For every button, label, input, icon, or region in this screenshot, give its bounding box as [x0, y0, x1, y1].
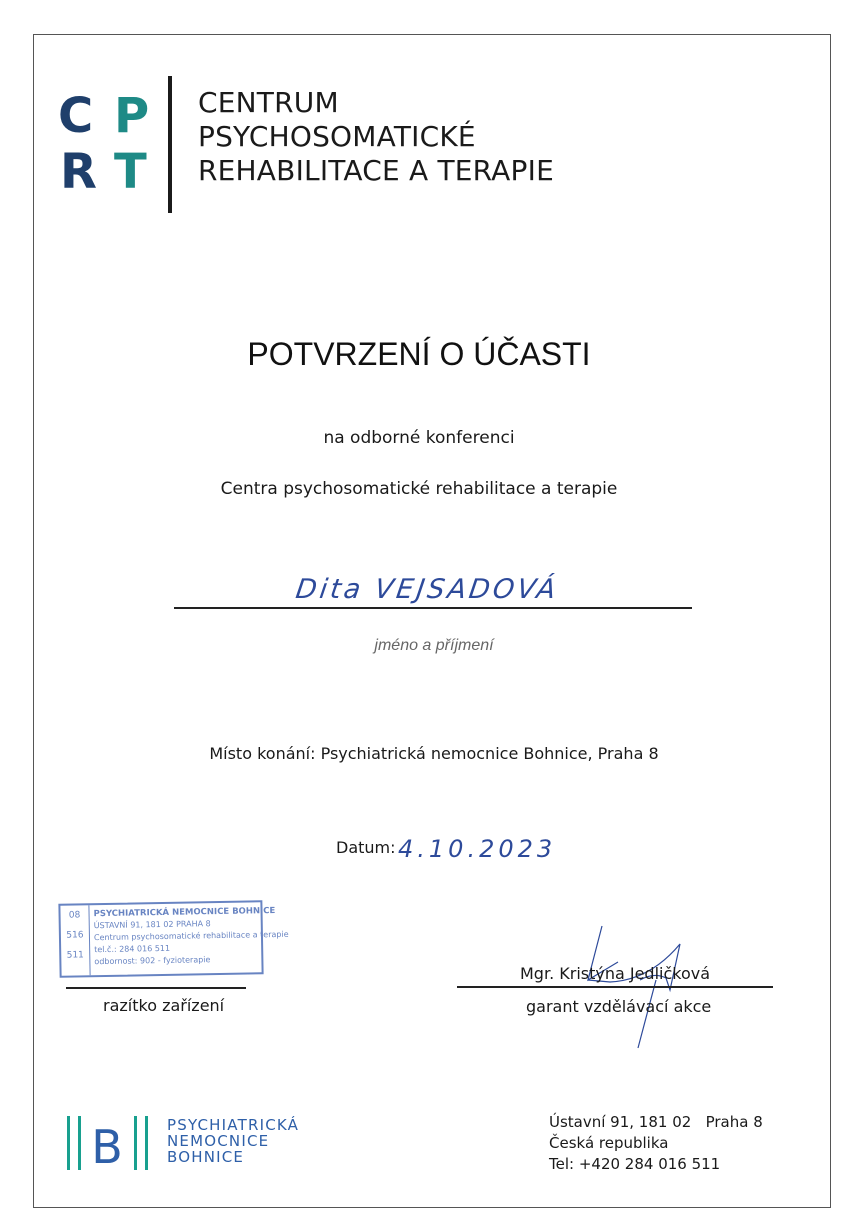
stamp-caption: razítko zařízení: [103, 996, 225, 1015]
stamp-line: odbornost: 902 - fyzioterapie: [94, 955, 211, 967]
organization-name: [198, 86, 554, 188]
hospital-name-line: BOHNICE: [167, 1148, 245, 1166]
cprt-logo: [58, 88, 158, 202]
participant-name-line: [174, 607, 692, 609]
stamp-line: tel.č.: 284 016 511: [94, 943, 171, 955]
signer-name: Mgr. Kristýna Jedličková: [520, 964, 711, 983]
organization-name-line: PSYCHOSOMATICKÉ: [198, 120, 476, 153]
stamp-line: Centrum psychosomatické rehabilitace a terapie: [93, 929, 289, 943]
participant-name-handwritten: Dita VEJSADOVÁ: [293, 574, 561, 605]
hospital-address: [549, 1112, 763, 1175]
conference-name: Centra psychosomatické rehabilitace a terapie: [220, 479, 618, 499]
stamp-number: 08: [68, 910, 81, 921]
logo-letter-r: R: [60, 144, 97, 200]
stamp-number: 516: [66, 930, 84, 941]
event-location: Místo konání: Psychiatrická nemocnice Bohnice, Praha 8: [209, 744, 659, 763]
signer-caption: garant vzdělávací akce: [526, 997, 712, 1016]
address-line: Ústavní 91, 181 02 Praha 8: [549, 1113, 763, 1131]
participant-name-caption: jméno a příjmení: [374, 637, 494, 654]
date-label: Datum:: [336, 838, 396, 857]
hospital-name-line: NEMOCNICE: [167, 1132, 270, 1150]
institution-stamp: [58, 900, 289, 978]
document-border: [33, 34, 831, 1208]
logo-letter-t: T: [114, 144, 147, 200]
stamp-numbers: [60, 905, 90, 975]
signer-signature-line: [457, 986, 773, 988]
logo-letter-c: C: [58, 88, 94, 144]
bohnice-logo: [64, 1112, 160, 1174]
organization-name-line: REHABILITACE A TERAPIE: [198, 154, 554, 187]
document-title: POTVRZENÍ O ÚČASTI: [247, 336, 591, 372]
stamp-signature-line: [66, 987, 246, 989]
stamp-line: PSYCHIATRICKÁ NEMOCNICE BOHNICE: [93, 906, 276, 920]
address-line: Tel: +420 284 016 511: [549, 1155, 721, 1173]
hospital-name-line: PSYCHIATRICKÁ: [167, 1116, 300, 1134]
bohnice-logo-letter: B: [91, 1120, 123, 1174]
stamp-line: ÚSTAVNÍ 91, 181 02 PRAHA 8: [93, 919, 211, 931]
handwritten-signature: [570, 920, 700, 1050]
organization-name-line: CENTRUM: [198, 86, 339, 119]
conference-intro: na odborné konferenci: [323, 428, 515, 448]
date-handwritten: 4.10.2023: [398, 835, 557, 863]
address-line: Česká republika: [549, 1134, 669, 1152]
logo-letter-p: P: [114, 88, 150, 144]
stamp-number: 511: [66, 950, 84, 961]
hospital-name: [167, 1117, 299, 1165]
stamp-text: [93, 905, 289, 968]
logo-divider: [168, 76, 172, 213]
